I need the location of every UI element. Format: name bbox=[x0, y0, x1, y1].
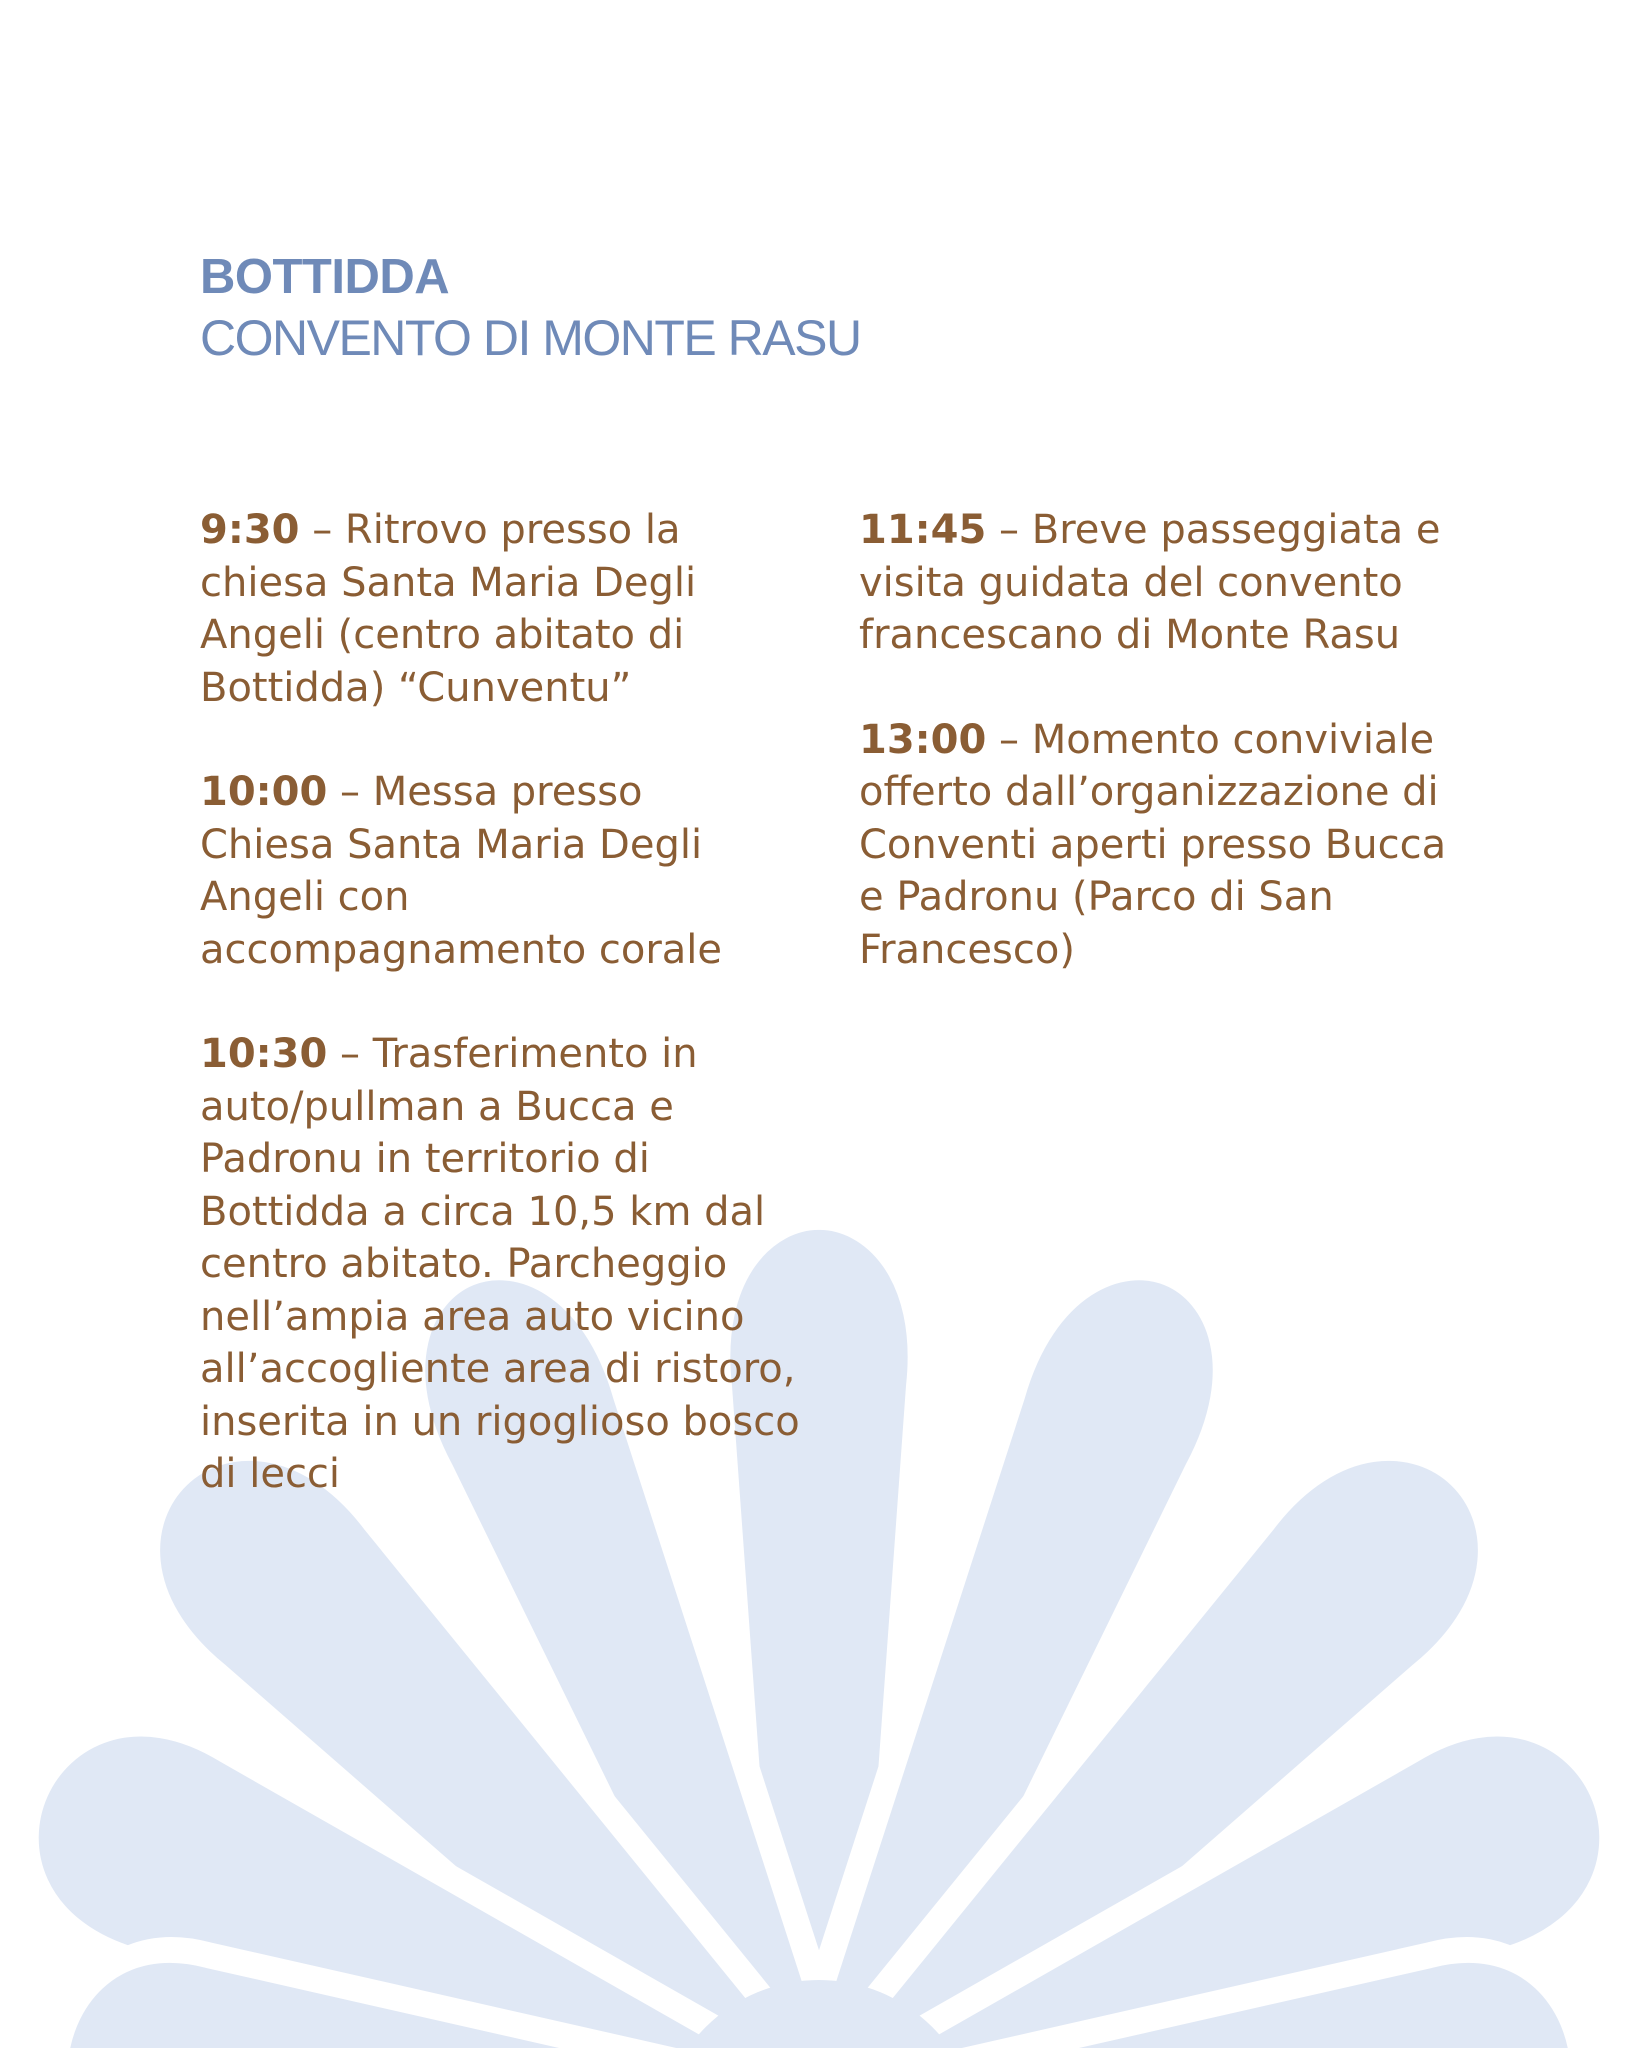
schedule-text-line: di lecci bbox=[200, 1451, 341, 1497]
page-title: BOTTIDDA bbox=[200, 250, 450, 304]
schedule-text-line: offerto dall’organizzazione di bbox=[859, 769, 1439, 815]
schedule-entry bbox=[200, 504, 800, 714]
schedule-time: 10:00 bbox=[200, 769, 328, 815]
schedule-text-line: – Ritrovo presso la bbox=[312, 507, 681, 553]
schedule-text-line: all’accogliente area di ristoro, bbox=[200, 1346, 796, 1392]
schedule-text-line: – Messa presso bbox=[340, 769, 643, 815]
schedule-text-line: Bottidda a circa 10,5 km dal bbox=[200, 1188, 766, 1235]
schedule-column-right bbox=[859, 504, 1469, 1028]
schedule-text-line: – Trasferimento in bbox=[340, 1031, 698, 1077]
schedule-time: 9:30 bbox=[200, 507, 300, 553]
schedule-text-line: Angeli con bbox=[200, 874, 410, 920]
schedule-text-line: Angeli (centro abitato di bbox=[200, 612, 685, 658]
schedule-text-line: accompagnamento corale bbox=[200, 926, 723, 973]
schedule-text-line: – Momento conviviale bbox=[999, 716, 1435, 763]
schedule-text-line: – Breve passeggiata e bbox=[999, 507, 1441, 553]
schedule-text-line: chiesa Santa Maria Degli bbox=[200, 559, 697, 606]
schedule-text-line: Bottidda) “Cunventu” bbox=[200, 664, 632, 711]
schedule-text-line: e Padronu (Parco di San bbox=[859, 874, 1334, 920]
schedule-text-line: francescano di Monte Rasu bbox=[859, 612, 1401, 658]
schedule-text-line: auto/pullman a Bucca e bbox=[200, 1083, 674, 1130]
schedule-time: 13:00 bbox=[859, 716, 987, 763]
schedule-entry bbox=[859, 504, 1469, 662]
schedule-entry bbox=[200, 766, 800, 976]
page-header bbox=[200, 248, 861, 370]
schedule-text-line: Padronu in territorio di bbox=[200, 1136, 650, 1182]
schedule-text-line: Conventi aperti presso Bucca bbox=[859, 821, 1447, 868]
schedule-time: 11:45 bbox=[859, 507, 987, 553]
schedule-text-line: nell’ampia area auto vicino bbox=[200, 1293, 745, 1340]
page-subtitle: CONVENTO DI MONTE RASU bbox=[200, 310, 861, 366]
schedule-text-line: Chiesa Santa Maria Degli bbox=[200, 821, 703, 868]
schedule-text-line: visita guidata del convento bbox=[859, 559, 1403, 606]
schedule-text-line: inserita in un rigoglioso bosco bbox=[200, 1398, 800, 1445]
schedule-time: 10:30 bbox=[200, 1031, 328, 1077]
schedule-entry bbox=[859, 714, 1469, 977]
schedule-column-left bbox=[200, 504, 800, 1553]
schedule-text-line: Francesco) bbox=[859, 926, 1075, 973]
schedule-entry bbox=[200, 1028, 800, 1501]
schedule-text-line: centro abitato. Parcheggio bbox=[200, 1241, 728, 1287]
